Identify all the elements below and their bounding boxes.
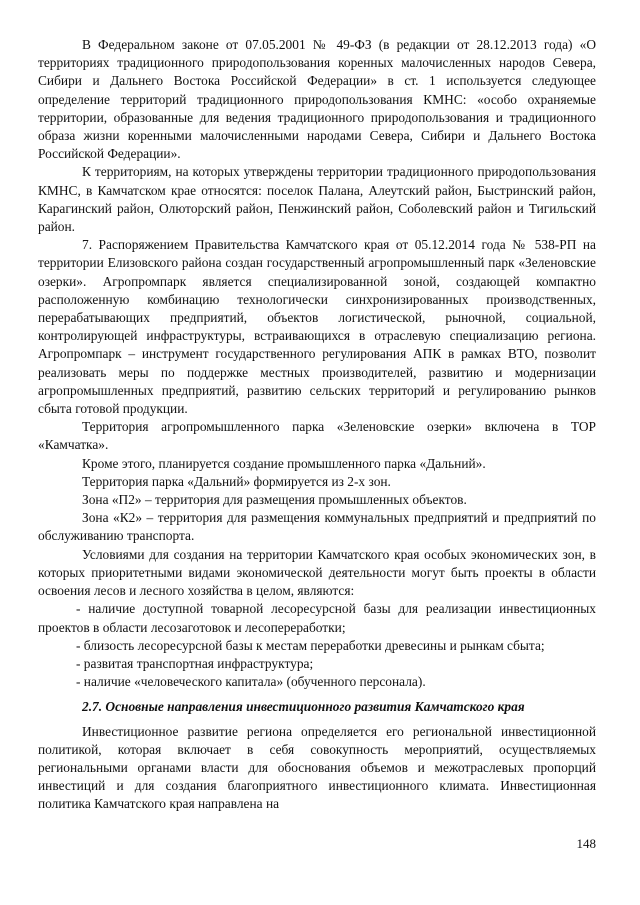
- paragraph-federal-law: В Федеральном законе от 07.05.2001 № 49-ФЗ (в редакции от 28.12.2013 года) «О территориях традиционного природопользования коренных малочисленных народов Севера, Сибири и Дальнего Востока Российской Федерации» в ст. 1 используется следующее определение территорий традиционного природопользования КМНС: «особо охраняемые территории, образованные для ведения традиционного природопользования и традиционного образа жизни коренными малочисленными народами Севера, Сибири и Дальнего Востока Российской Федерации».: [38, 37, 596, 162]
- paragraph-industrial-park: Кроме этого, планируется создание промышленного парка «Дальний».: [82, 455, 486, 471]
- list-item: - развитая транспортная инфраструктура;: [76, 655, 314, 671]
- page-number: 148: [576, 836, 596, 851]
- document-page: [38, 36, 596, 814]
- paragraph-sez-conditions: Условиями для создания на территории Камчатского края особых экономических зон, в которых приоритетными видами экономической деятельности могут быть проекты в области освоения лесов и лесного хозяйства в целом, являются:: [38, 546, 596, 599]
- paragraph-agropark-tor: Территория агропромышленного парка «Зеленовские озерки» включена в ТОР «Камчатка».: [38, 419, 596, 453]
- paragraph-zone-p2: Зона «П2» – территория для размещения промышленных объектов.: [82, 492, 467, 508]
- section-heading: 2.7. Основные направления инвестиционного развития Камчатского края: [82, 699, 525, 715]
- paragraph-investment-development: Инвестиционное развитие региона определяется его региональной инвестиционной политикой, которая включает в себя совокупность мероприятий, осуществляемых региональными органами власти для обоснования объемов и межотраслевых пропорций инвестиций и для создания благоприятного инвестиционного климата. Инвестиционная политика Камчатского края направлена на: [38, 723, 596, 812]
- list-item: - близость лесоресурсной базы к местам переработки древесины и рынкам сбыта;: [76, 637, 545, 653]
- list-item: - наличие доступной товарной лесоресурсной базы для реализации инвестиционных проектов в области лесозаготовок и лесопереработки;: [38, 601, 596, 635]
- paragraph-park-zones: Территория парка «Дальний» формируется из 2-х зон.: [82, 473, 391, 489]
- paragraph-zone-k2: Зона «К2» – территория для размещения коммунальных предприятий и предприятий по обслуживанию транспорта.: [38, 510, 596, 544]
- paragraph-kmns-territories: К территориям, на которых утверждены территории традиционного природопользования КМНС, в Камчатском крае относятся: поселок Палана, Алеутский район, Быстринский район, Карагинский район, Олюторский район, Пенжинский район, Соболевский район и Тигильский район.: [38, 164, 596, 235]
- list-item: - наличие «человеческого капитала» (обученного персонала).: [76, 674, 426, 690]
- paragraph-agropark-order: 7. Распоряжением Правительства Камчатского края от 05.12.2014 года № 538-РП на территории Елизовского района создан государственный агропромышленный парк «Зеленовские озерки». Агропромпарк является специализированной зоной, создающей компактно расположенную комбинацию технологически синхронизированных производственных, перерабатывающих предприятий, объектов логистической, рыночной, социальной, контролирующей инфраструктуры, встраивающихся в отраслевую специализацию региона. Агропромпарк – инструмент государственного регулирования АПК в рамках ВТО, позволит реализовать меры по поддержке местных производителей, развитию и модернизации агропромышленных предприятий, развитию сельских территорий и регулированию рынков сбыта готовой продукции.: [38, 237, 596, 417]
